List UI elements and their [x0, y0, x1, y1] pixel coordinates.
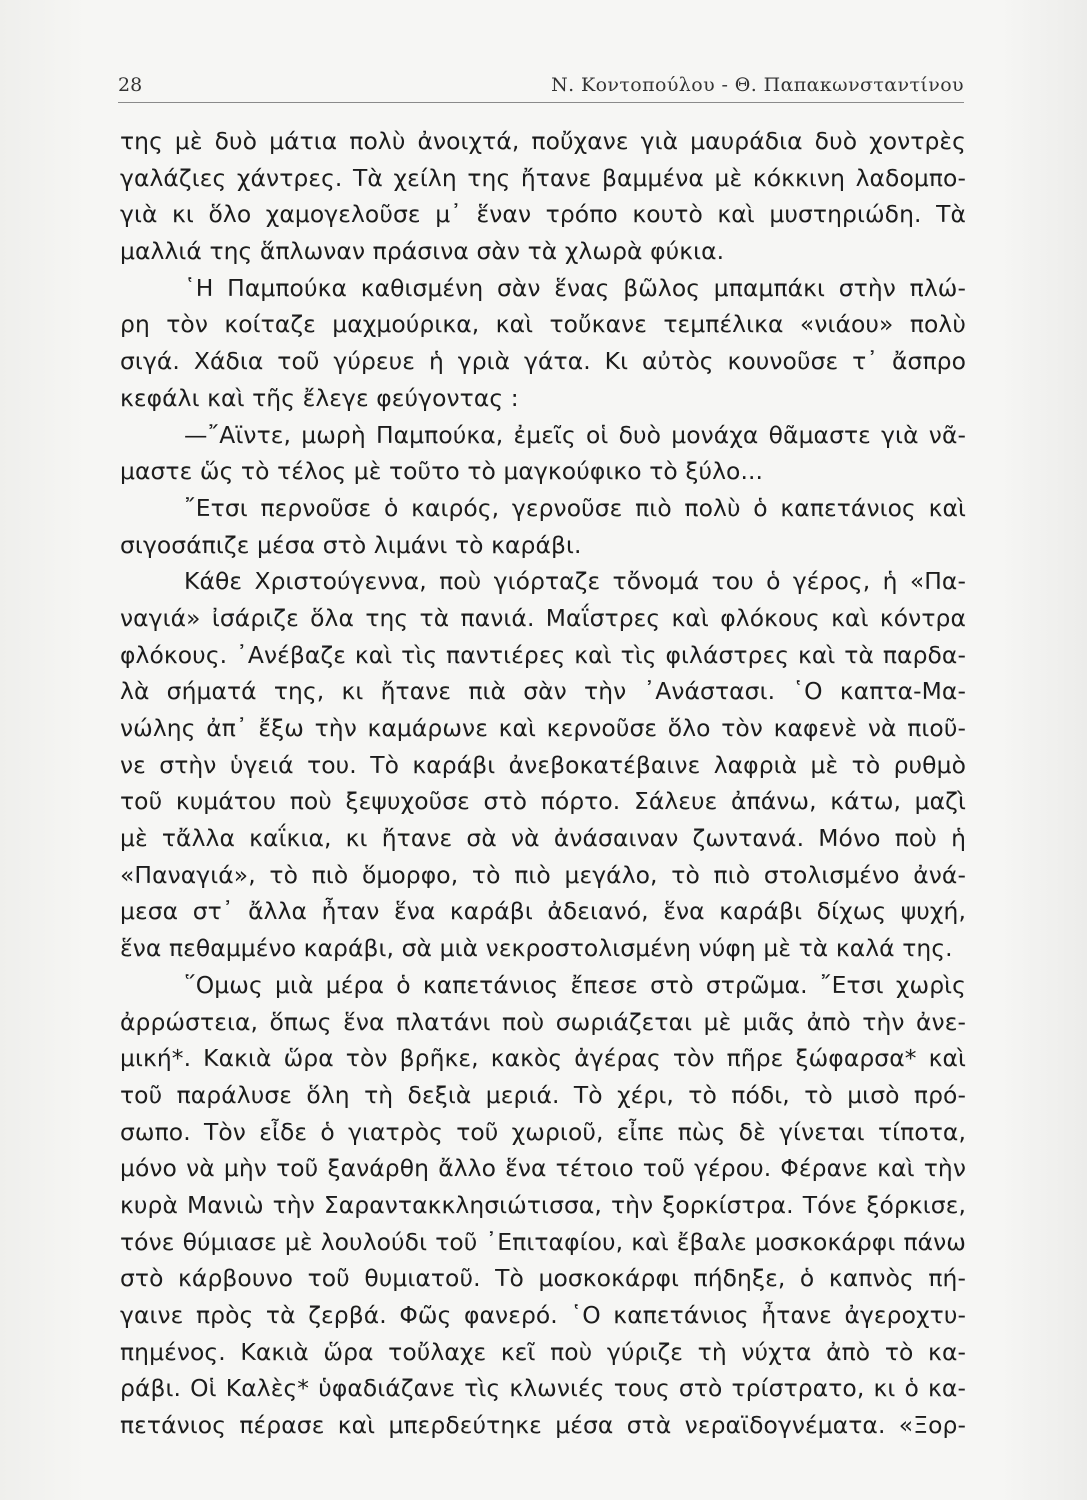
text-line: μική*. Κακιὰ ὥρα τὸν βρῆκε, κακὸς ἀγέρας τὸν πῆρε ξώφαρσα* καὶ — [120, 1044, 966, 1073]
text-line: φλόκους. ᾿Ανέβαζε καὶ τὶς παντιέρες καὶ τὶς φιλάστρες καὶ τὰ παρδα- — [120, 640, 966, 669]
running-head — [118, 70, 964, 103]
text-line: μαλλιά της ἅπλωναν πράσινα σὰν τὰ χλωρὰ φύκια. — [120, 237, 725, 266]
text-line: Κάθε Χριστούγεννα, ποὺ γιόρταζε τὄνομά του ὁ γέρος, ἡ «Πα- — [184, 567, 966, 596]
text-line: ρη τὸν κοίταζε μαχμούρικα, καὶ τοὔκανε τεμπέλικα «νιάου» πολὺ — [120, 310, 966, 339]
text-line: νώλης ἀπ᾿ ἔξω τὴν καμάρωνε καὶ κερνοῦσε ὅλο τὸν καφενὲ νὰ πιοῦ- — [120, 714, 966, 742]
page-number: 28 — [118, 74, 143, 96]
text-line: ράβι. Οἱ Καλὲς* ὑφαδιάζανε τὶς κλωνιές τους στὸ τρίστρατο, κι ὁ κα- — [120, 1374, 966, 1403]
text-line: ἀρρώστεια, ὅπως ἕνα πλατάνι ποὺ σωριάζεται μὲ μιᾶς ἀπὸ τὴν ἀνε- — [120, 1007, 966, 1036]
text-line: γαλάζιες χάντρες. Τὰ χείλη της ἤτανε βαμμένα μὲ κόκκινη λαδομπο- — [120, 163, 966, 192]
text-line: —῎Αϊντε, μωρὴ Παμπούκα, ἐμεῖς οἱ δυὸ μονάχα θᾶμαστε γιὰ νᾶ- — [184, 420, 966, 449]
text-line: ῞Ομως μιὰ μέρα ὁ καπετάνιος ἔπεσε στὸ στρῶμα. ῎Ετσι χωρὶς — [184, 970, 966, 999]
text-line: ῾Η Παμπούκα καθισμένη σὰν ἕνας βῶλος μπαμπάκι στὴν πλώ- — [184, 273, 966, 302]
running-head-authors: Ν. Κοντοπούλου - Θ. Παπακωνσταντίνου — [551, 74, 964, 96]
text-line: λὰ σήματά της, κι ἤτανε πιὰ σὰν τὴν ᾿Ανάστασι. ῾Ο καπτα-Μα- — [120, 677, 966, 706]
text-line: τοῦ παράλυσε ὅλη τὴ δεξιὰ μεριά. Τὸ χέρι, τὸ πόδι, τὸ μισὸ πρό- — [120, 1080, 966, 1109]
text-line: σιγοσάπιζε μέσα στὸ λιμάνι τὸ καράβι. — [120, 530, 582, 559]
text-line: μόνο νὰ μὴν τοῦ ξανάρθη ἄλλο ἕνα τέτοιο τοῦ γέρου. Φέρανε καὶ τὴν — [120, 1154, 966, 1183]
text-line: μὲ τἄλλα καΐκια, κι ἤτανε σὰ νὰ ἀνάσαιναν ζωντανά. Μόνο ποὺ ἡ — [120, 824, 966, 853]
text-line: στὸ κάρβουνο τοῦ θυμιατοῦ. Τὸ μοσκοκάρφι πήδηξε, ὁ καπνὸς πή- — [120, 1264, 966, 1293]
text-line: τόνε θύμιασε μὲ λουλούδι τοῦ ᾿Επιταφίου, καὶ ἔβαλε μοσκοκάρφι πάνω — [120, 1227, 966, 1256]
text-line: νε στὴν ὑγειά του. Τὸ καράβι ἀνεβοκατέβαινε λαφριὰ μὲ τὸ ρυθμὸ — [120, 750, 966, 779]
text-line: ναγιά» ἰσάριζε ὅλα της τὰ πανιά. Μαΐστρες καὶ φλόκους καὶ κόντρα — [120, 603, 966, 632]
text-line: σωπο. Τὸν εἶδε ὁ γιατρὸς τοῦ χωριοῦ, εἶπε πὼς δὲ γίνεται τίποτα, — [120, 1117, 966, 1146]
text-line: πημένος. Κακιὰ ὥρα τοὔλαχε κεῖ ποὺ γύριζε τὴ νύχτα ἀπὸ τὸ κα- — [120, 1337, 966, 1366]
text-line: σιγά. Χάδια τοῦ γύρευε ἡ γριὰ γάτα. Κι αὐτὸς κουνοῦσε τ᾿ ἄσπρο — [120, 347, 966, 376]
text-line: κεφάλι καὶ τῆς ἔλεγε φεύγοντας : — [120, 383, 519, 412]
text-line: πετάνιος πέρασε καὶ μπερδεύτηκε μέσα στὰ νεραϊδογνέματα. «Ξορ- — [120, 1411, 966, 1440]
text-line: της μὲ δυὸ μάτια πολὺ ἀνοιχτά, ποὔχανε γιὰ μαυράδια δυὸ χοντρὲς — [120, 127, 966, 155]
text-line: ῎Ετσι περνοῦσε ὁ καιρός, γερνοῦσε πιὸ πολὺ ὁ καπετάνιος καὶ — [184, 493, 966, 522]
body-text — [120, 123, 966, 1444]
text-line: μαστε ὥς τὸ τέλος μὲ τοῦτο τὸ μαγκούφικο τὸ ξύλο... — [120, 457, 764, 486]
text-line: μεσα στ᾿ ἄλλα ἦταν ἕνα καράβι ἀδειανό, ἕνα καράβι δίχως ψυχή, — [120, 897, 966, 926]
text-line: γιὰ κι ὅλο χαμογελοῦσε μ᾿ ἕναν τρόπο κουτὸ καὶ μυστηριώδη. Τὰ — [120, 200, 966, 229]
text-line: κυρὰ Μανιὼ τὴν Σαραντακκλησιώτισσα, τὴν ξορκίστρα. Τόνε ξόρκισε, — [120, 1190, 966, 1219]
text-line: «Παναγιά», τὸ πιὸ ὅμορφο, τὸ πιὸ μεγάλο, τὸ πιὸ στολισμένο ἀνά- — [120, 860, 966, 889]
text-line: γαινε πρὸς τὰ ζερβά. Φῶς φανερό. ῾Ο καπετάνιος ἦτανε ἀγεροχτυ- — [120, 1301, 966, 1329]
text-line: τοῦ κυμάτου ποὺ ξεψυχοῦσε στὸ πόρτο. Σάλευε ἀπάνω, κάτω, μαζὶ — [120, 787, 966, 816]
text-line: ἕνα πεθαμμένο καράβι, σὰ μιὰ νεκροστολισμένη νύφη μὲ τὰ καλά της. — [120, 934, 953, 963]
